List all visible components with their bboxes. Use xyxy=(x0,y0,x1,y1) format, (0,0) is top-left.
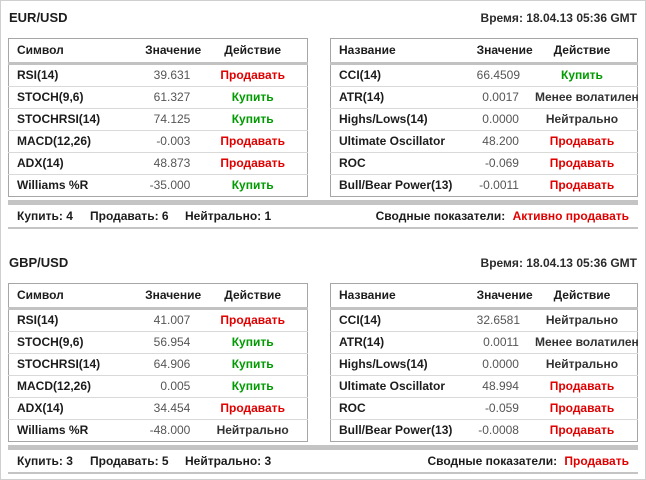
symbol-cell: MACD(12,26) xyxy=(9,376,138,398)
overall-summary xyxy=(427,454,629,468)
action-cell xyxy=(198,354,307,376)
table-row xyxy=(331,109,638,131)
panel-eurusd xyxy=(8,10,638,229)
action-signal: Продавать xyxy=(220,68,285,82)
table-row xyxy=(9,354,308,376)
action-signal: Менее волатилен xyxy=(534,335,639,349)
action-signal: Продавать xyxy=(549,134,615,148)
action-signal: Купить xyxy=(231,335,274,349)
action-signal: Купить xyxy=(561,68,603,82)
overall-label: Сводные показатели: xyxy=(427,454,558,468)
value-cell: 48.994 xyxy=(469,376,527,398)
table-row xyxy=(9,398,308,420)
value-cell: 0.0017 xyxy=(469,87,527,109)
name-cell: Highs/Lows(14) xyxy=(331,354,469,376)
table-row xyxy=(331,376,638,398)
value-cell: -0.059 xyxy=(469,398,527,420)
header-value: Значение xyxy=(137,39,198,64)
buy-count: Купить: 4 xyxy=(17,209,73,223)
action-signal: Продавать xyxy=(549,423,615,437)
header-value: Значение xyxy=(137,284,198,309)
action-cell xyxy=(527,309,638,332)
header-action: Действие xyxy=(527,39,638,64)
action-cell xyxy=(198,87,307,109)
table-row xyxy=(9,153,308,175)
value-cell: -0.0011 xyxy=(469,175,527,197)
name-cell: Bull/Bear Power(13) xyxy=(331,175,469,197)
time-label: Время: 18.04.13 05:36 GMT xyxy=(480,256,637,270)
value-cell: 74.125 xyxy=(137,109,198,131)
tables-row xyxy=(8,283,638,442)
action-signal: Нейтрально xyxy=(545,112,619,126)
value-cell: 0.0000 xyxy=(469,109,527,131)
overall-summary xyxy=(376,209,629,223)
value-cell: -0.0008 xyxy=(469,420,527,442)
name-cell: Bull/Bear Power(13) xyxy=(331,420,469,442)
table-row xyxy=(331,153,638,175)
action-signal: Менее волатилен xyxy=(534,90,639,104)
action-signal: Продавать xyxy=(220,401,285,415)
summary-bar xyxy=(8,200,638,229)
summary-bar xyxy=(8,445,638,474)
action-signal: Продавать xyxy=(220,134,285,148)
action-signal: Нейтрально xyxy=(216,423,289,437)
name-cell: ATR(14) xyxy=(331,332,469,354)
table-row xyxy=(9,332,308,354)
header-action: Действие xyxy=(527,284,638,309)
neutral-count: Нейтрально: 3 xyxy=(185,454,272,468)
name-cell: Ultimate Oscillator xyxy=(331,131,469,153)
action-cell xyxy=(527,332,638,354)
action-cell xyxy=(198,309,307,332)
action-cell xyxy=(198,398,307,420)
panel-header xyxy=(9,10,637,26)
header-value: Значение xyxy=(469,39,527,64)
action-signal: Продавать xyxy=(220,313,285,327)
value-cell: 48.200 xyxy=(469,131,527,153)
value-cell: -0.003 xyxy=(137,131,198,153)
symbol-cell: RSI(14) xyxy=(17,68,59,82)
value-cell: 56.954 xyxy=(137,332,198,354)
action-signal: Продавать xyxy=(549,156,615,170)
name-cell: Highs/Lows(14) xyxy=(331,109,469,131)
table-row xyxy=(331,309,638,332)
symbol-cell: ADX(14) xyxy=(9,398,138,420)
indicators-table xyxy=(330,283,638,442)
action-cell xyxy=(198,109,307,131)
pair-title: GBP/USD xyxy=(9,255,69,270)
table-header-row xyxy=(331,284,638,309)
action-signal: Продавать xyxy=(549,401,615,415)
table-row xyxy=(9,376,308,398)
action-cell xyxy=(527,87,638,109)
name-cell: ROC xyxy=(331,398,469,420)
table-row xyxy=(9,109,308,131)
panel-gbpusd xyxy=(8,255,638,474)
sell-count: Продавать: 5 xyxy=(90,454,169,468)
name-cell: ATR(14) xyxy=(331,87,469,109)
action-cell xyxy=(527,131,638,153)
value-cell: -35.000 xyxy=(137,175,198,197)
table-header-row xyxy=(331,39,638,64)
table-header-row xyxy=(9,39,308,64)
value-cell: 0.0000 xyxy=(469,354,527,376)
header-symbol: Символ xyxy=(9,39,138,64)
overall-signal: Продавать xyxy=(564,454,629,468)
symbol-cell: MACD(12,26) xyxy=(9,131,138,153)
value-cell: 66.4509 xyxy=(476,68,521,82)
symbol-cell: Williams %R xyxy=(9,175,138,197)
tables-row xyxy=(8,38,638,197)
name-cell: ROC xyxy=(331,153,469,175)
action-signal: Нейтрально xyxy=(545,313,619,327)
value-cell: 61.327 xyxy=(137,87,198,109)
symbol-cell: STOCHRSI(14) xyxy=(9,354,138,376)
action-signal: Купить xyxy=(231,112,274,126)
header-value: Значение xyxy=(469,284,527,309)
table-row xyxy=(331,175,638,197)
table-row xyxy=(331,354,638,376)
symbol-cell: STOCH(9,6) xyxy=(9,87,138,109)
overall-signal: Активно продавать xyxy=(512,209,629,223)
time-label: Время: 18.04.13 05:36 GMT xyxy=(480,11,637,25)
action-cell xyxy=(198,376,307,398)
oscillators-table xyxy=(8,38,308,197)
header-symbol: Символ xyxy=(9,284,138,309)
name-cell: CCI(14) xyxy=(339,68,382,82)
header-name: Название xyxy=(331,284,469,309)
table-row xyxy=(331,131,638,153)
action-cell xyxy=(198,64,307,87)
value-cell: 0.005 xyxy=(137,376,198,398)
symbol-cell: ADX(14) xyxy=(9,153,138,175)
buy-count: Купить: 3 xyxy=(17,454,73,468)
name-cell: CCI(14) xyxy=(339,313,382,327)
symbol-cell: STOCH(9,6) xyxy=(9,332,138,354)
value-cell: 64.906 xyxy=(137,354,198,376)
action-signal: Нейтрально xyxy=(545,357,619,371)
table-row xyxy=(331,87,638,109)
sell-count: Продавать: 6 xyxy=(90,209,169,223)
table-row xyxy=(9,175,308,197)
action-signal: Продавать xyxy=(549,379,615,393)
header-action: Действие xyxy=(198,284,307,309)
neutral-count: Нейтрально: 1 xyxy=(185,209,272,223)
symbol-cell: Williams %R xyxy=(9,420,138,442)
pair-title: EUR/USD xyxy=(9,10,68,25)
panel-header xyxy=(9,255,637,271)
action-signal: Продавать xyxy=(549,178,615,192)
action-cell xyxy=(527,354,638,376)
table-row xyxy=(9,64,308,87)
action-signal: Продавать xyxy=(220,156,285,170)
action-cell xyxy=(527,64,638,87)
overall-label: Сводные показатели: xyxy=(375,209,506,223)
action-signal: Купить xyxy=(231,178,274,192)
indicators-table xyxy=(330,38,638,197)
action-cell xyxy=(527,109,638,131)
oscillators-table xyxy=(8,283,308,442)
symbol-cell: STOCHRSI(14) xyxy=(9,109,138,131)
value-cell: 34.454 xyxy=(137,398,198,420)
action-cell xyxy=(198,332,307,354)
action-signal: Купить xyxy=(231,90,274,104)
action-signal: Купить xyxy=(231,379,274,393)
table-row xyxy=(331,64,638,87)
value-cell: -48.000 xyxy=(137,420,198,442)
table-row xyxy=(9,420,308,442)
header-action: Действие xyxy=(198,39,307,64)
value-cell: 0.0011 xyxy=(469,332,527,354)
table-row xyxy=(331,420,638,442)
header-name: Название xyxy=(331,39,469,64)
action-cell xyxy=(527,398,638,420)
value-cell: 39.631 xyxy=(153,68,191,82)
value-cell: -0.069 xyxy=(469,153,527,175)
action-cell xyxy=(527,376,638,398)
action-cell xyxy=(198,131,307,153)
symbol-cell: RSI(14) xyxy=(17,313,59,327)
value-cell: 32.6581 xyxy=(476,313,521,327)
value-cell: 48.873 xyxy=(137,153,198,175)
table-row xyxy=(331,398,638,420)
table-header-row xyxy=(9,284,308,309)
value-cell: 41.007 xyxy=(153,313,191,327)
action-cell xyxy=(527,153,638,175)
action-cell xyxy=(527,420,638,442)
name-cell: Ultimate Oscillator xyxy=(331,376,469,398)
action-signal: Купить xyxy=(231,357,274,371)
action-cell xyxy=(527,175,638,197)
table-row xyxy=(9,87,308,109)
table-row xyxy=(331,332,638,354)
table-row xyxy=(9,131,308,153)
action-cell xyxy=(198,175,307,197)
action-cell xyxy=(198,420,307,442)
table-row xyxy=(9,309,308,332)
action-cell xyxy=(198,153,307,175)
